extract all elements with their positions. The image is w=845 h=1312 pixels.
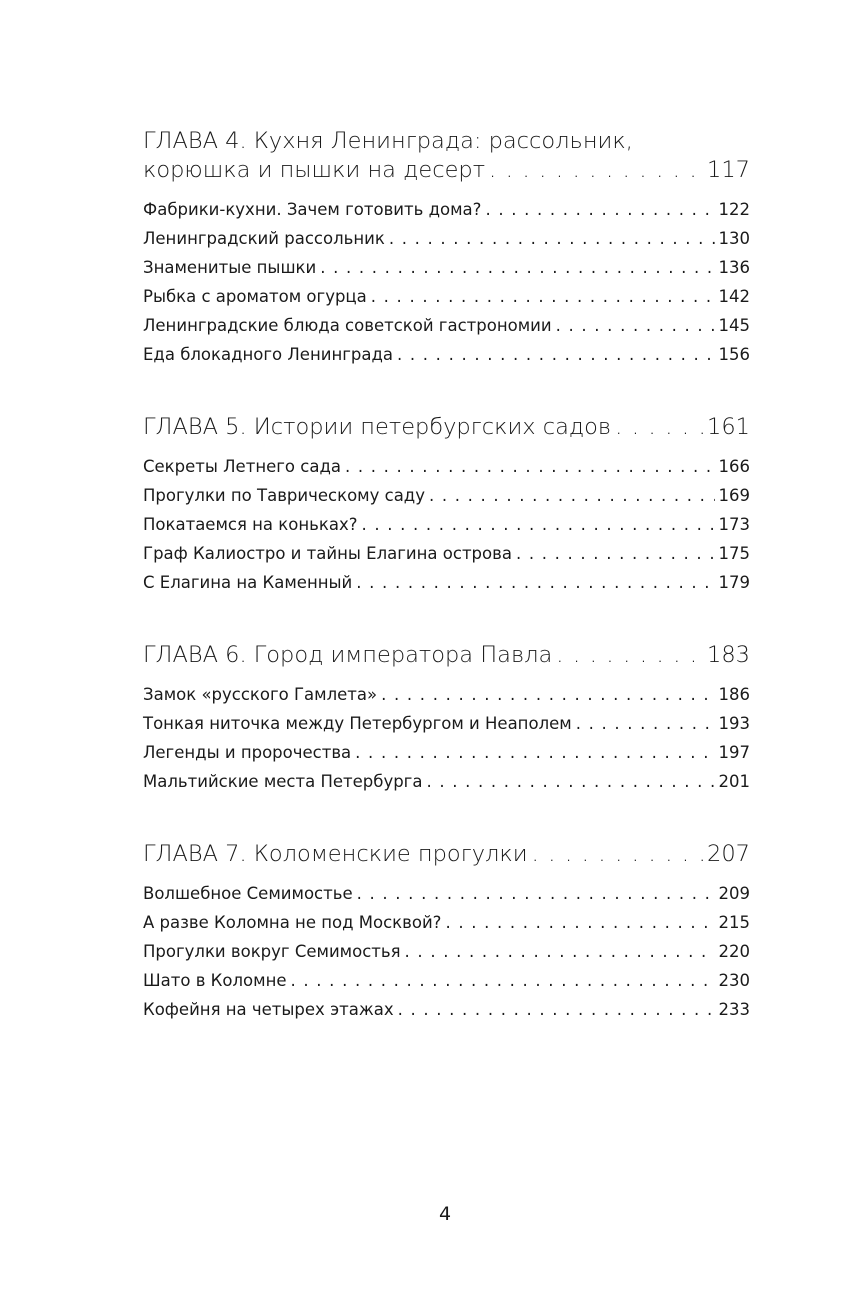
dot-leader <box>361 510 714 539</box>
section-title: Прогулки по Таврическому саду <box>143 486 425 505</box>
toc-entry[interactable] <box>143 709 750 738</box>
chapter-page-number: 207 <box>707 841 750 867</box>
section-page-number: 145 <box>718 316 750 335</box>
toc-entry[interactable] <box>143 680 750 709</box>
dot-leader <box>405 937 715 966</box>
chapter-title: ГЛАВА 7. Коломенские прогулки <box>143 841 528 867</box>
toc-entry[interactable] <box>143 282 750 311</box>
dot-leader <box>516 539 715 568</box>
section-title: Замок «русского Гамлета» <box>143 685 378 704</box>
section-title: С Елагина на Каменный <box>143 573 353 592</box>
toc-entry[interactable] <box>143 195 750 224</box>
toc-entry[interactable] <box>143 767 750 796</box>
table-of-contents <box>143 127 750 1024</box>
section-title: Граф Калиостро и тайны Елагина острова <box>143 544 512 563</box>
chapter-page-number: 117 <box>707 157 750 183</box>
section-title: Волшебное Семимостье <box>143 884 353 903</box>
toc-entry[interactable] <box>143 224 750 253</box>
toc-entry[interactable] <box>143 510 750 539</box>
section-title: Секреты Летнего сада <box>143 457 341 476</box>
chapter-title: ГЛАВА 5. Истории петербургских садов <box>143 414 612 440</box>
dot-leader <box>556 641 703 670</box>
section-page-number: 142 <box>718 287 750 306</box>
section-title: Фабрики-кухни. Зачем готовить дома? <box>143 200 482 219</box>
toc-entry[interactable] <box>143 995 750 1024</box>
section-page-number: 230 <box>718 971 750 990</box>
section-page-number: 233 <box>718 1000 750 1019</box>
dot-leader <box>389 224 715 253</box>
chapter-page-number: 183 <box>707 642 750 668</box>
chapter-entry[interactable] <box>143 840 750 869</box>
chapter-title-continued: корюшка и пышки на десерт <box>143 157 486 183</box>
dot-leader <box>489 156 703 185</box>
chapter-5 <box>143 413 750 597</box>
chapter-6 <box>143 641 750 796</box>
toc-entry[interactable] <box>143 340 750 369</box>
toc-entry[interactable] <box>143 481 750 510</box>
dot-leader <box>356 568 714 597</box>
chapter-title: ГЛАВА 6. Город императора Павла <box>143 642 553 668</box>
section-page-number: 193 <box>718 714 750 733</box>
section-page-number: 220 <box>718 942 750 961</box>
dot-leader <box>429 481 715 510</box>
dot-leader <box>445 908 714 937</box>
dot-leader <box>320 253 714 282</box>
section-title: Шато в Коломне <box>143 971 287 990</box>
toc-entry[interactable] <box>143 879 750 908</box>
page-number: 4 <box>438 1203 452 1225</box>
dot-leader <box>397 340 714 369</box>
dot-leader <box>355 738 714 767</box>
section-page-number: 179 <box>718 573 750 592</box>
dot-leader <box>291 966 715 995</box>
dot-leader <box>371 282 715 311</box>
chapter-entry[interactable] <box>143 641 750 670</box>
section-page-number: 136 <box>718 258 750 277</box>
dot-leader <box>532 840 703 869</box>
section-page-number: 209 <box>718 884 750 903</box>
section-page-number: 166 <box>718 457 750 476</box>
section-page-number: 130 <box>718 229 750 248</box>
dot-leader <box>426 767 714 796</box>
toc-entry[interactable] <box>143 539 750 568</box>
dot-leader <box>345 452 715 481</box>
dot-leader <box>485 195 714 224</box>
toc-entry[interactable] <box>143 937 750 966</box>
dot-leader <box>556 311 715 340</box>
section-page-number: 169 <box>718 486 750 505</box>
dot-leader <box>381 680 714 709</box>
section-title: Ленинградские блюда советской гастрономии <box>143 316 552 335</box>
section-title: Ленинградский рассольник <box>143 229 385 248</box>
section-title: Прогулки вокруг Семимостья <box>143 942 401 961</box>
section-page-number: 197 <box>718 743 750 762</box>
section-page-number: 201 <box>718 772 750 791</box>
section-page-number: 215 <box>718 913 750 932</box>
section-title: Мальтийские места Петербурга <box>143 772 423 791</box>
section-title: Покатаемся на коньках? <box>143 515 358 534</box>
toc-entry[interactable] <box>143 908 750 937</box>
section-title: Рыбка с ароматом огурца <box>143 287 367 306</box>
chapter-title: ГЛАВА 4. Кухня Ленинграда: рассольник, <box>143 128 633 154</box>
toc-entry[interactable] <box>143 738 750 767</box>
dot-leader <box>576 709 715 738</box>
toc-entry[interactable] <box>143 311 750 340</box>
chapter-4 <box>143 127 750 369</box>
chapter-7 <box>143 840 750 1024</box>
dot-leader <box>357 879 715 908</box>
section-title: Кофейня на четырех этажах <box>143 1000 394 1019</box>
section-page-number: 175 <box>718 544 750 563</box>
toc-entry[interactable] <box>143 452 750 481</box>
section-title: Еда блокадного Ленинграда <box>143 345 394 364</box>
section-title: А разве Коломна не под Москвой? <box>143 913 442 932</box>
toc-entry[interactable] <box>143 568 750 597</box>
chapter-entry[interactable] <box>143 413 750 442</box>
dot-leader <box>615 413 703 442</box>
section-title: Тонкая ниточка между Петербургом и Неаполем <box>143 714 572 733</box>
section-page-number: 186 <box>718 685 750 704</box>
section-title: Знаменитые пышки <box>143 258 317 277</box>
chapter-page-number: 161 <box>707 414 750 440</box>
section-page-number: 156 <box>718 345 750 364</box>
section-page-number: 122 <box>718 200 750 219</box>
chapter-entry[interactable] <box>143 156 750 185</box>
toc-entry[interactable] <box>143 253 750 282</box>
section-page-number: 173 <box>718 515 750 534</box>
dot-leader <box>398 995 715 1024</box>
toc-entry[interactable] <box>143 966 750 995</box>
section-title: Легенды и пророчества <box>143 743 352 762</box>
